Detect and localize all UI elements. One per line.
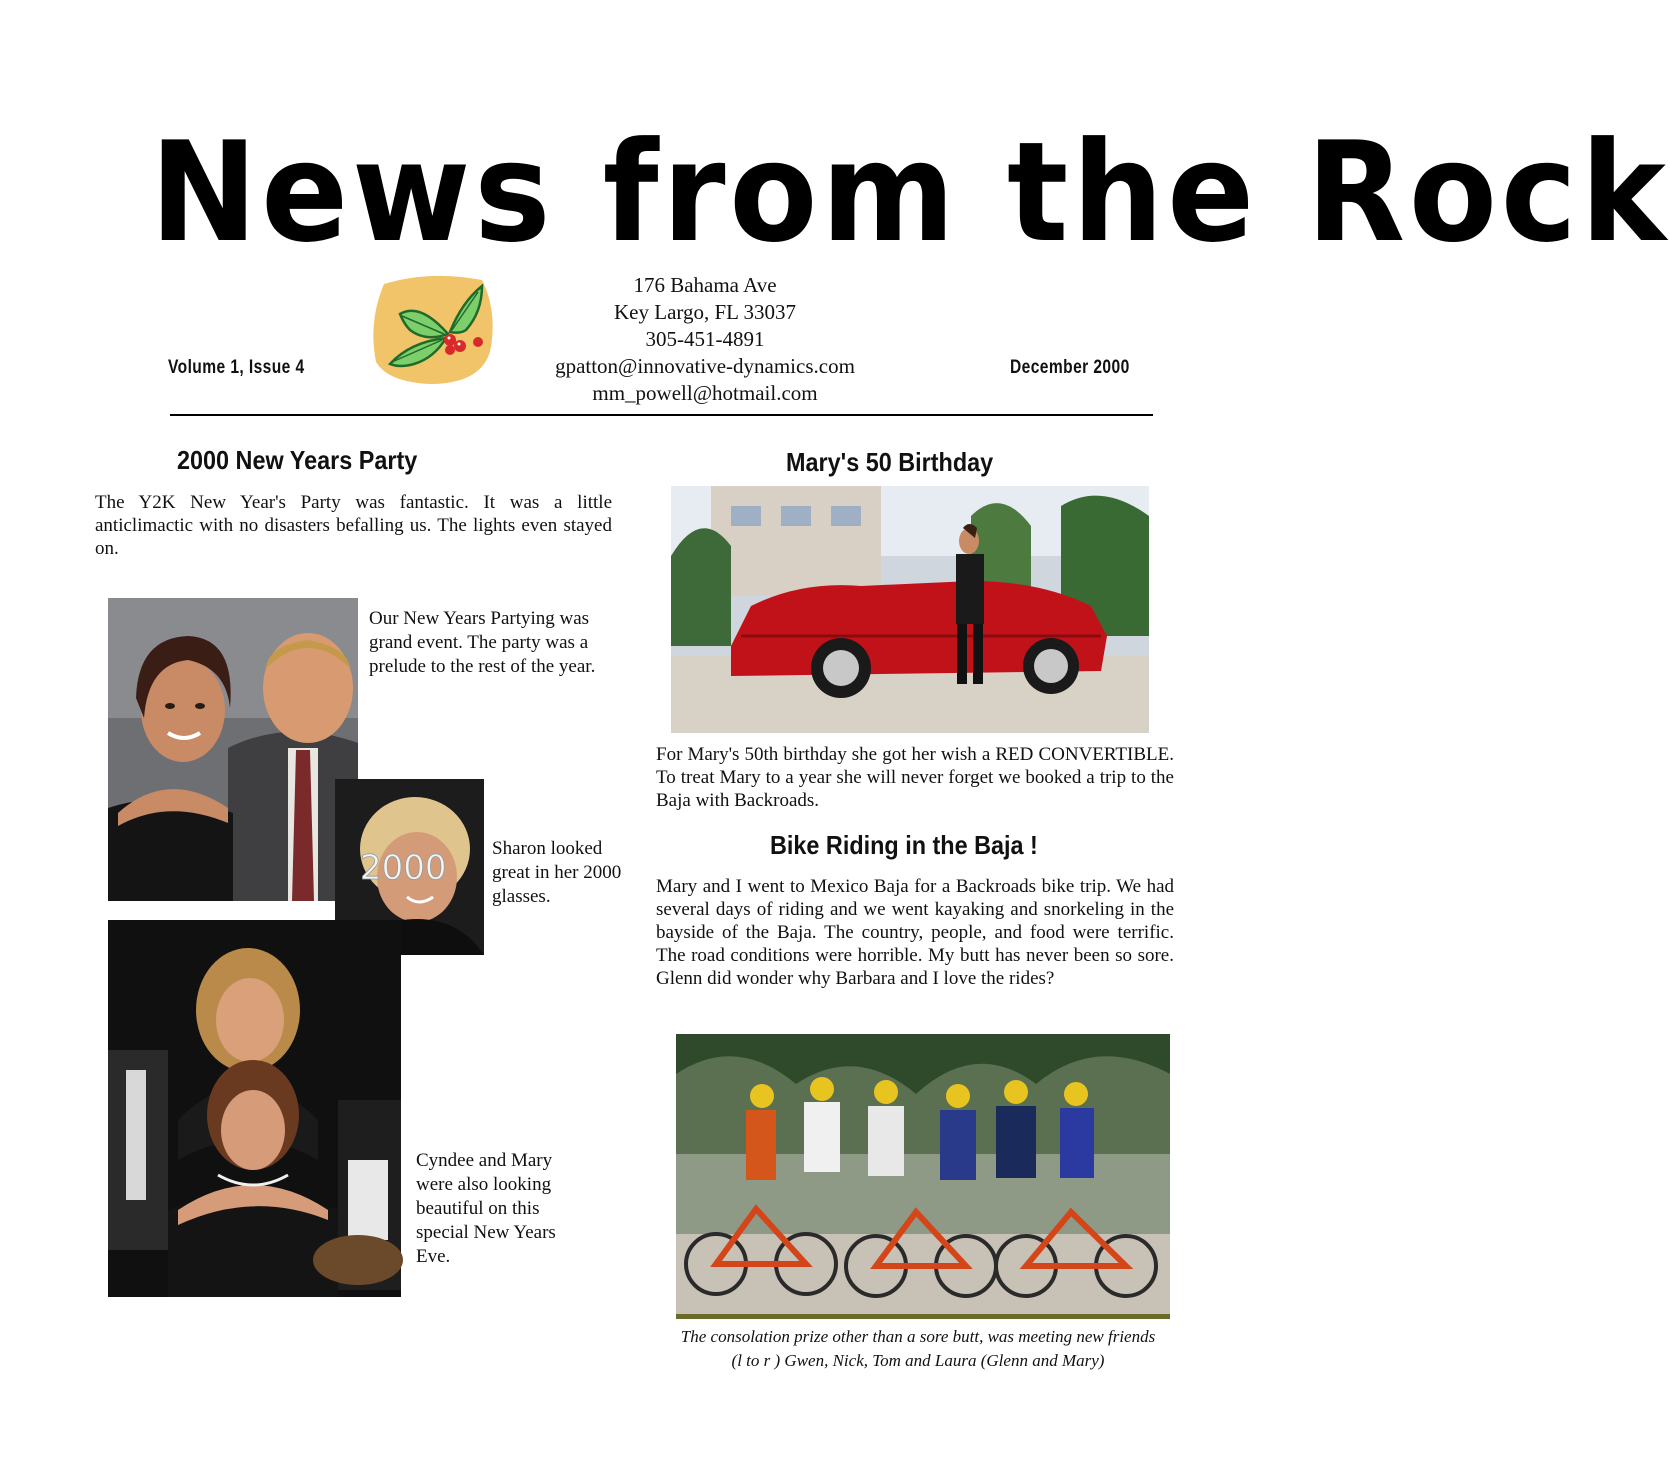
- bike-riding-text: Mary and I went to Mexico Baja for a Backroads bike trip. We had several days of riding and we went kayaking and snorkeling in the bayside of the Baja. The country, people, and food were terrific. The road conditions were horrible. My butt has never been so sore. Glenn did wonder why Barbara and I love the rides?: [656, 876, 1174, 989]
- birthday-text: For Mary's 50th birthday she got her wish a RED CONVERTIBLE. To treat Mary to a year she will never forget we booked a trip to the Baja with Backroads.: [656, 744, 1174, 811]
- caption-cyndee-mary: Cyndee and Mary were also looking beautiful on this special New Years Eve.: [416, 1150, 556, 1267]
- bike-photo-caption-line2: (l to r ) Gwen, Nick, Tom and Laura (Glenn and Mary): [731, 1351, 1105, 1370]
- volume-issue: Volume 1, Issue 4: [168, 357, 305, 378]
- address-city: Key Largo, FL 33037: [614, 300, 796, 324]
- heading-new-years-party: 2000 New Years Party: [177, 445, 418, 475]
- bike-photo-caption-line1: The consolation prize other than a sore butt, was meeting new friends: [680, 1327, 1156, 1346]
- contact-address: [530, 272, 880, 407]
- photo-cyndee-mary: [108, 920, 401, 1297]
- caption-partying: Our New Years Partying was grand event. The party was a prelude to the rest of the year.: [369, 608, 596, 677]
- glasses-2000-text: 2000: [360, 848, 447, 888]
- address-phone: 305-451-4891: [645, 327, 765, 351]
- address-street: 176 Bahama Ave: [633, 273, 777, 297]
- new-years-intro: The Y2K New Year's Party was fantastic. It was a little anticlimactic with no disasters befalling us. The lights even stayed on.: [95, 492, 612, 559]
- masthead-title: News from the Rock: [150, 112, 1670, 273]
- bike-photo-caption: [660, 1325, 1176, 1373]
- photo-bike-group: [676, 1034, 1170, 1319]
- heading-marys-birthday: Mary's 50 Birthday: [786, 447, 994, 477]
- caption-sharon: Sharon looked great in her 2000 glasses.: [492, 838, 622, 907]
- address-email-2[interactable]: mm_powell@hotmail.com: [592, 381, 818, 405]
- heading-bike-riding: Bike Riding in the Baja !: [770, 830, 1038, 860]
- header-divider: [170, 414, 1153, 416]
- photo-red-convertible: [671, 486, 1149, 733]
- issue-date: December 2000: [1010, 357, 1130, 378]
- photo-couple: [108, 598, 358, 901]
- holly-icon: [370, 272, 498, 387]
- address-email-1[interactable]: gpatton@innovative-dynamics.com: [555, 354, 855, 378]
